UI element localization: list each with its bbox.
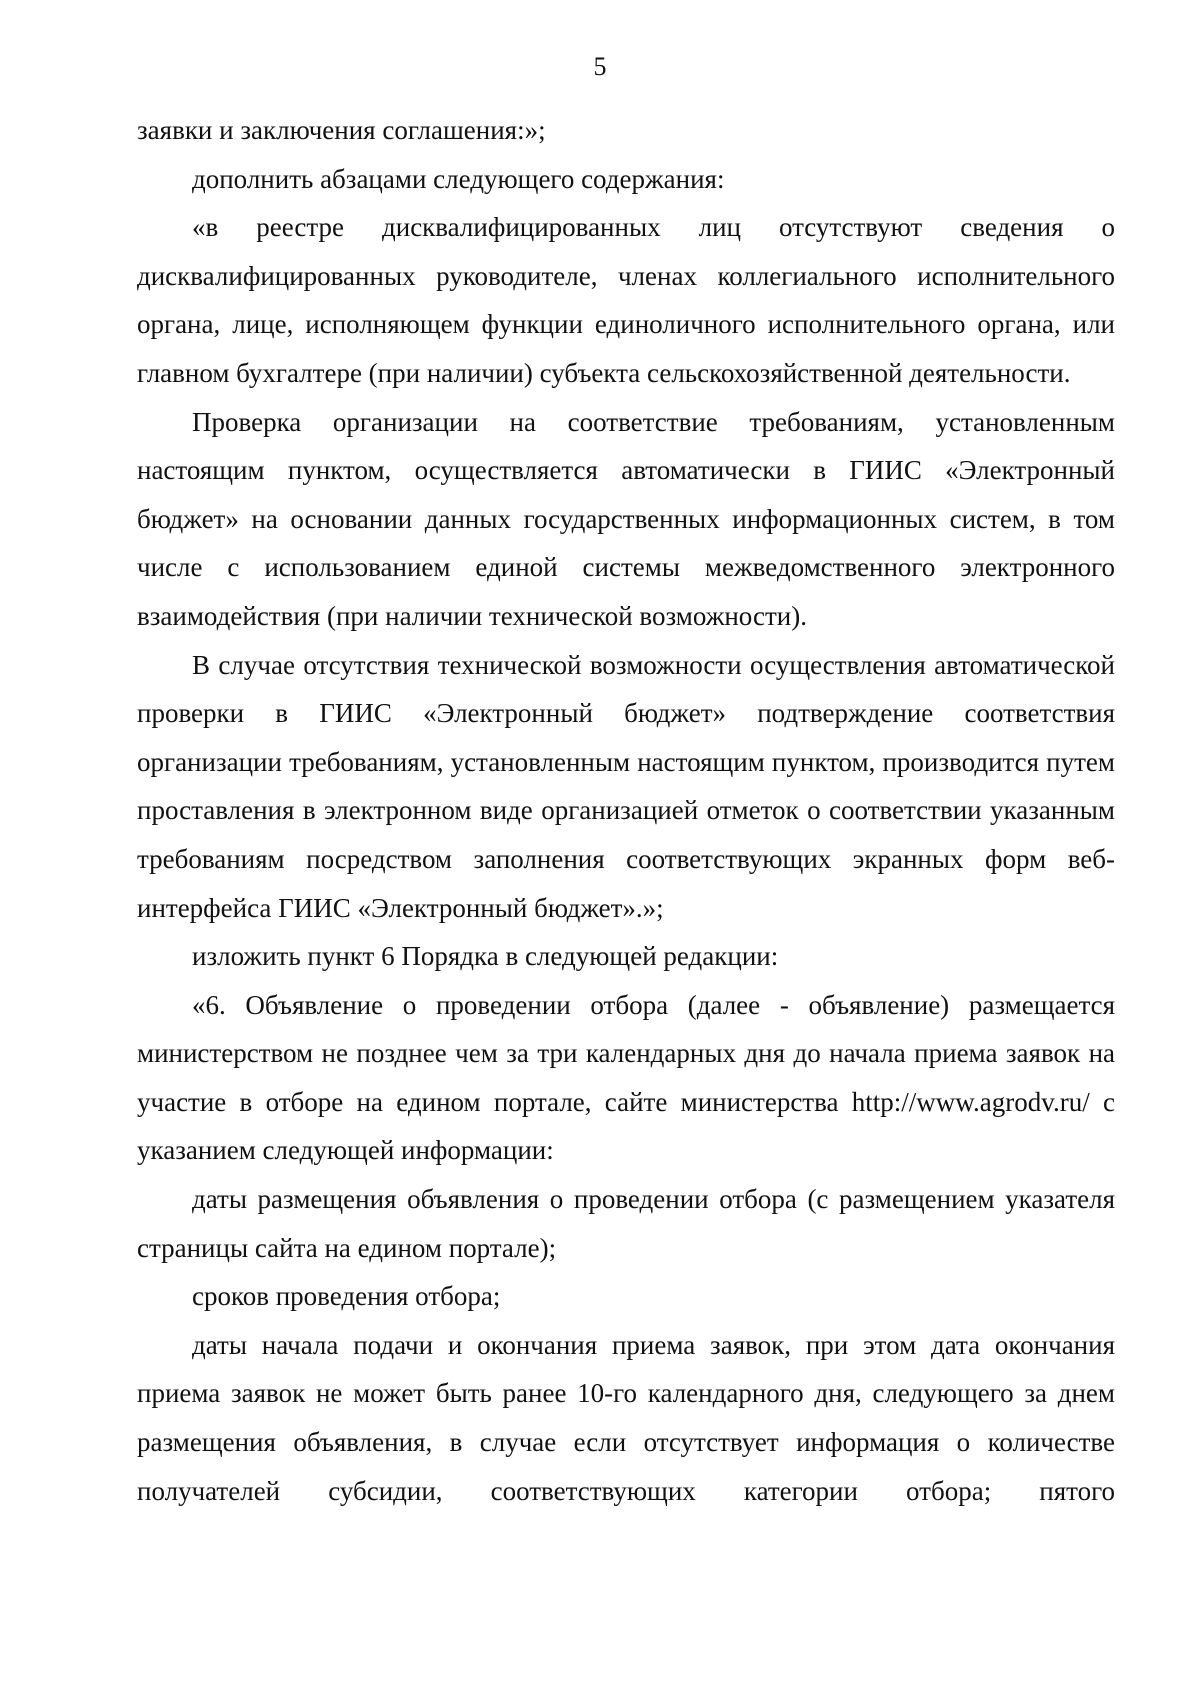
paragraph: изложить пункт 6 Порядка в следующей редакции: bbox=[192, 941, 779, 972]
document-body bbox=[137, 106, 1115, 1515]
page-number: 5 bbox=[593, 52, 607, 81]
paragraph: заявки и заключения соглашения:»; bbox=[137, 115, 546, 145]
paragraph: «6. Объявление о проведении отбора (далее - объявление) размещается министерством не позднее чем за три календарных дня до начала приема заявок на участие в отборе на едином портале, сайте министерства http://www.agrodv.ru/ с указанием следующей информации: bbox=[137, 989, 1115, 1166]
paragraph: даты начала подачи и окончания приема заявок, при этом дата окончания приема заявок не может быть ранее 10-го календарного дня, следующего за днем размещения объявления, в случае если отсутствует информация о количестве получателей субсидии, соответствующих категории отбора; пятого bbox=[137, 1329, 1115, 1506]
paragraph: «в реестре дисквалифицированных лиц отсутствуют сведения о дисквалифицированных руководителе, членах коллегиального исполнительного органа, лице, исполняющем функции единоличного исполнительного органа, или главном бухгалтере (при наличии) субъекта сельскохозяйственной деятельности. bbox=[137, 212, 1115, 388]
paragraph: В случае отсутствия технической возможности осуществления автоматической проверки в ГИИС «Электронный бюджет» подтверждение соответствия организации требованиям, установленным настоящим пунктом, производится путем проставления в электронном виде организацией отметок о соответствии указанным требованиям посредством заполнения соответствующих экранных форм веб-интерфейса ГИИС «Электронный бюджет».»; bbox=[137, 649, 1115, 923]
paragraph: сроков проведения отбора; bbox=[192, 1281, 501, 1312]
paragraph: Проверка организации на соответствие требованиям, установленным настоящим пунктом, осуществляется автоматически в ГИИС «Электронный бюджет» на основании данных государственных информационных систем, в том числе с использованием единой системы межведомственного электронного взаимодействия (при наличии технической возможности). bbox=[137, 406, 1115, 631]
paragraph: дополнить абзацами следующего содержания: bbox=[192, 163, 725, 194]
paragraph: даты размещения объявления о проведении отбора (с размещением указателя страницы сайта на едином портале); bbox=[137, 1184, 1115, 1263]
